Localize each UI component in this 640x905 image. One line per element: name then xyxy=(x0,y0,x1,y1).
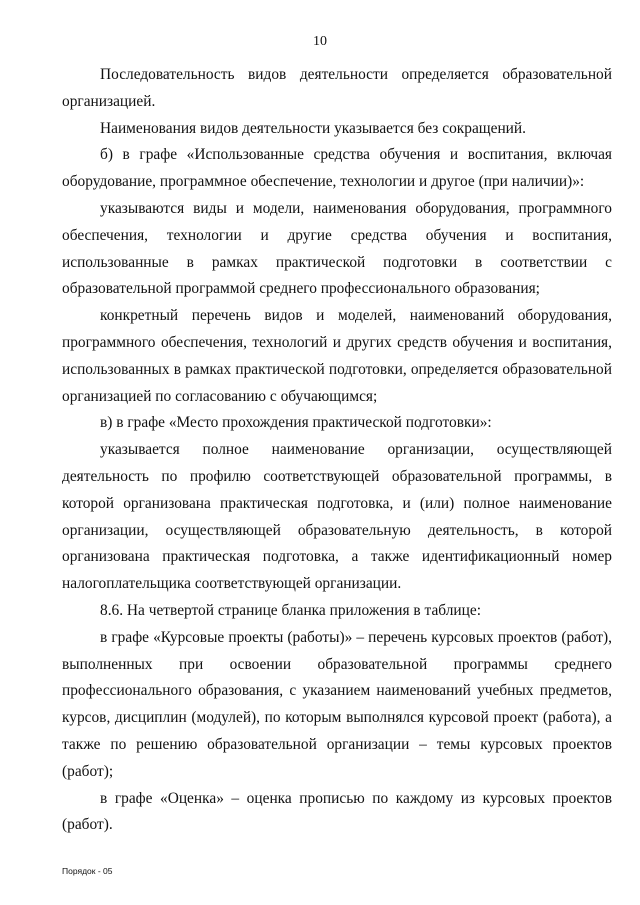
paragraph-grade: в графе «Оценка» – оценка прописью по каждому из курсовых проектов (работ). xyxy=(62,789,612,834)
paragraph-section-8-6: 8.6. На четвертой странице бланка приложения в таблице: xyxy=(100,601,481,619)
page-number: 10 xyxy=(313,34,327,49)
paragraph-names-no-abbrev: Наименования видов деятельности указывается без сокращений. xyxy=(100,119,527,137)
footer-note: Порядок - 05 xyxy=(62,866,113,876)
paragraph-organization: указывается полное наименование организации, осуществляющей деятельность по профилю соответствующей образовательной программы, в которой организована практическая подготовка, и (или) полное наименование организации, осуществляющей образовательную деятельность, в которой организована практическая подготовка, а также идентификационный номер налогоплательщика соответствующей организации. xyxy=(62,441,612,593)
paragraph-course-projects: в графе «Курсовые проекты (работы)» – перечень курсовых проектов (работ), выполненных при освоении образовательной программы среднего профессионального образования, с указанием наименований учебных предметов, курсов, дисциплин (модулей), по которым выполнялся курсовой проект (работа), а также по решению образовательной организации – темы курсовых проектов (работ); xyxy=(62,628,612,780)
document-body xyxy=(62,62,612,839)
paragraph-item-b: б) в графе «Использованные средства обучения и воспитания, включая оборудование, программное обеспечение, технологии и другое (при наличии)»: xyxy=(62,146,612,191)
paragraph-sequence: Последовательность видов деятельности определяется образовательной организацией. xyxy=(62,66,612,110)
paragraph-item-v: в) в графе «Место прохождения практической подготовки»: xyxy=(100,414,492,432)
paragraph-equipment: указываются виды и модели, наименования оборудования, программного обеспечения, технологии и другие средства обучения и воспитания, использованные в рамках практической подготовки в соответствии с образовательной программой среднего профессионального образования; xyxy=(62,199,612,298)
paragraph-specific-list: конкретный перечень видов и моделей, наименований оборудования, программного обеспечения, технологий и других средств обучения и воспитания, использованных в рамках практической подготовки, определяется образовательной организацией по согласованию с обучающимся; xyxy=(62,307,612,405)
